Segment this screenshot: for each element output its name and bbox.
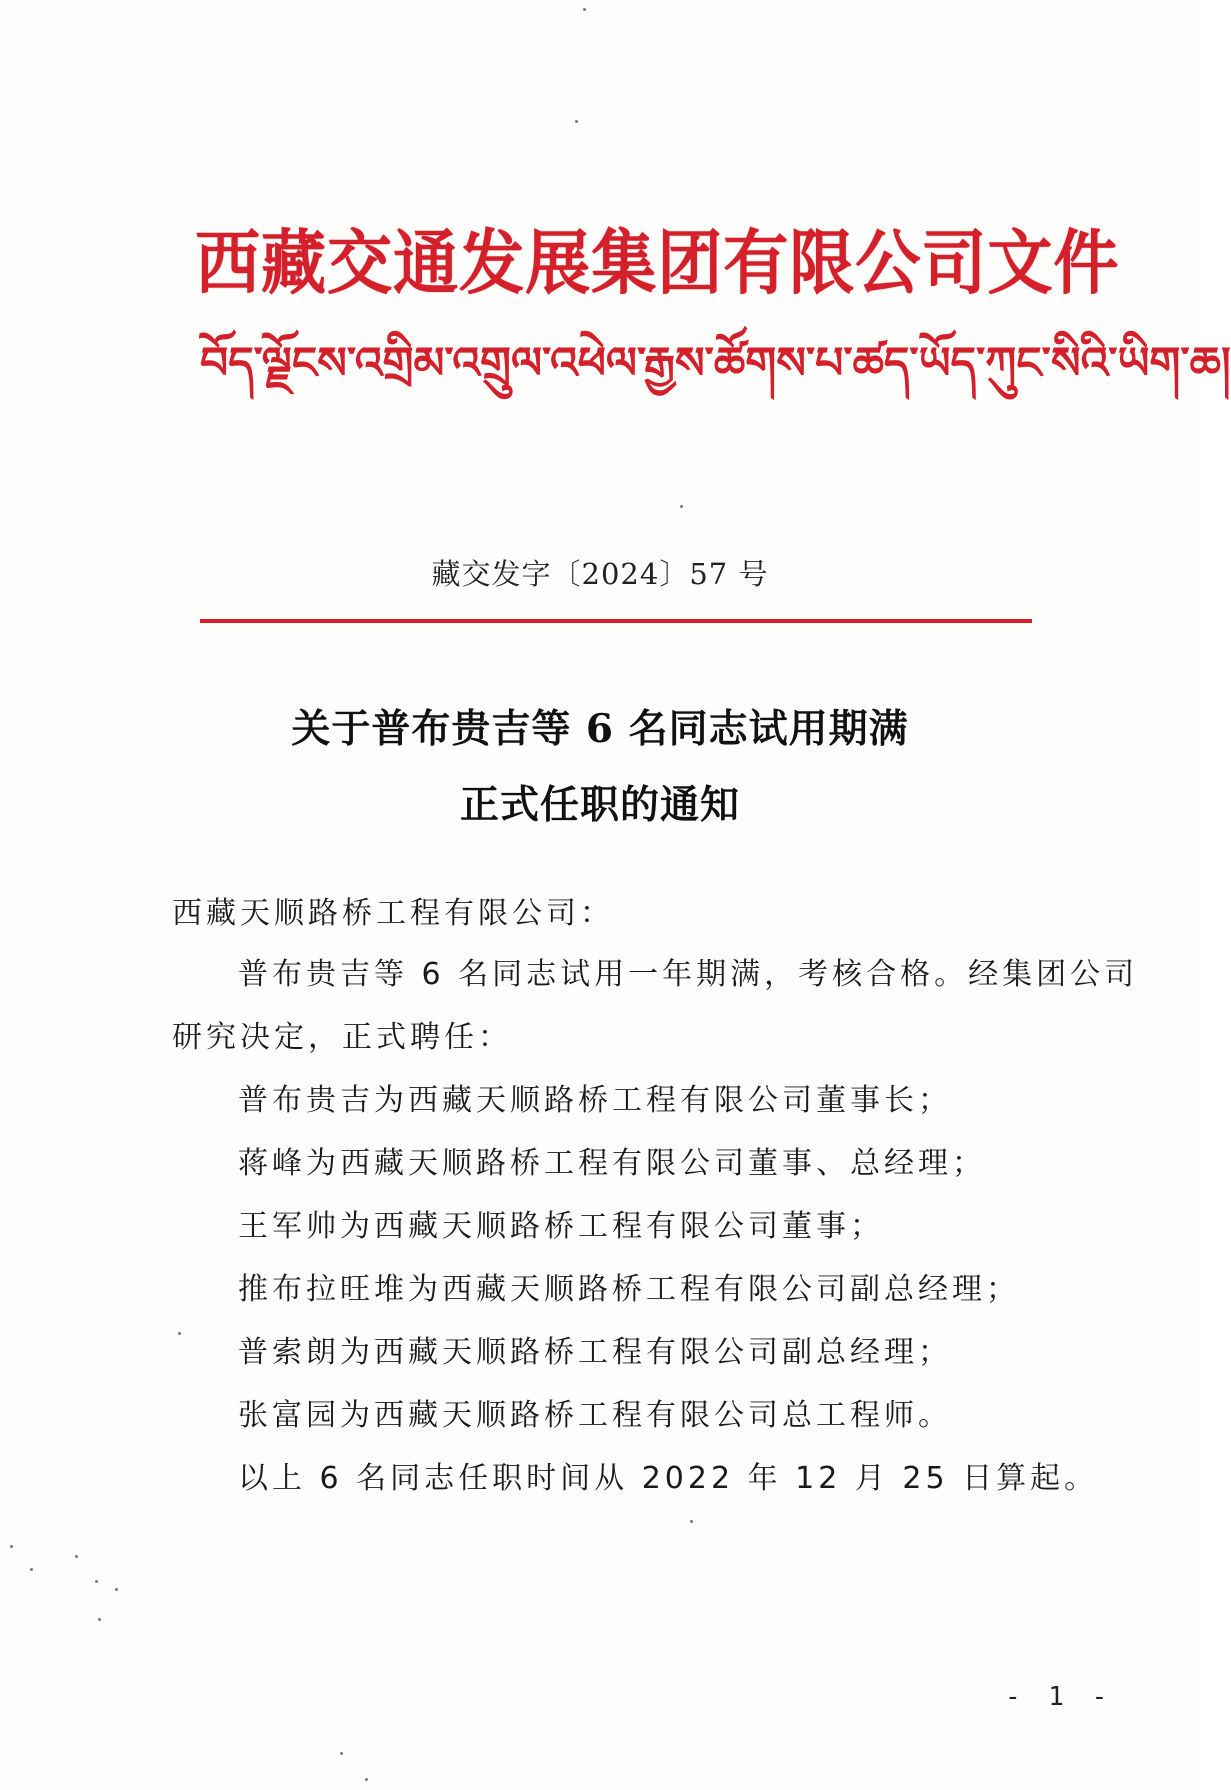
closing-statement: 以上 6 名同志任职时间从 2022 年 12 月 25 日算起。 xyxy=(238,1461,1099,1496)
appointment-item: 推布拉旺堆为西藏天顺路桥工程有限公司副总经理； xyxy=(238,1272,1020,1307)
page-number: - 1 - xyxy=(1005,1682,1114,1712)
red-divider xyxy=(200,619,1032,623)
intro-line-2: 研究决定，正式聘任： xyxy=(172,1020,512,1055)
appointment-item: 普布贵吉为西藏天顺路桥工程有限公司董事长； xyxy=(238,1083,952,1118)
scan-speck xyxy=(10,1545,13,1548)
appointment-item: 蒋峰为西藏天顺路桥工程有限公司董事、总经理； xyxy=(238,1146,986,1181)
scan-speck xyxy=(583,8,586,11)
scan-speck xyxy=(178,1332,181,1335)
letterhead-title: 西藏交通发展集团有限公司文件 xyxy=(195,221,1120,304)
scan-speck xyxy=(30,1568,33,1571)
scan-speck xyxy=(680,505,683,508)
appointment-item: 张富园为西藏天顺路桥工程有限公司总工程师。 xyxy=(238,1398,952,1433)
scan-speck xyxy=(95,1580,98,1583)
intro-line-1: 普布贵吉等 6 名同志试用一年期满，考核合格。经集团公司 xyxy=(238,957,1139,992)
document-number: 藏交发字〔2024〕57 号 xyxy=(431,557,769,591)
title-line-1: 关于普布贵吉等 6 名同志试用期满 xyxy=(291,706,909,752)
title-line-2: 正式任职的通知 xyxy=(459,782,740,828)
letterhead-tibetan: བོད་ལྗོངས་འགྲིམ་འགྲུལ་འཕེལ་རྒྱས་ཚོགས་པ་ཚད་ཡོད་ཀུང་སིའི་ཡིག་ཆ། xyxy=(200,338,1231,389)
salutation: 西藏天顺路桥工程有限公司： xyxy=(172,896,614,931)
scan-speck xyxy=(575,120,578,123)
scan-speck xyxy=(365,1778,368,1781)
appointment-item: 普索朗为西藏天顺路桥工程有限公司副总经理； xyxy=(238,1335,952,1370)
scan-speck xyxy=(98,1618,101,1621)
scan-speck xyxy=(75,1555,78,1558)
scan-speck xyxy=(340,1752,343,1755)
appointment-item: 王军帅为西藏天顺路桥工程有限公司董事； xyxy=(238,1209,884,1244)
scan-speck xyxy=(115,1588,118,1591)
scan-speck xyxy=(690,1520,693,1523)
